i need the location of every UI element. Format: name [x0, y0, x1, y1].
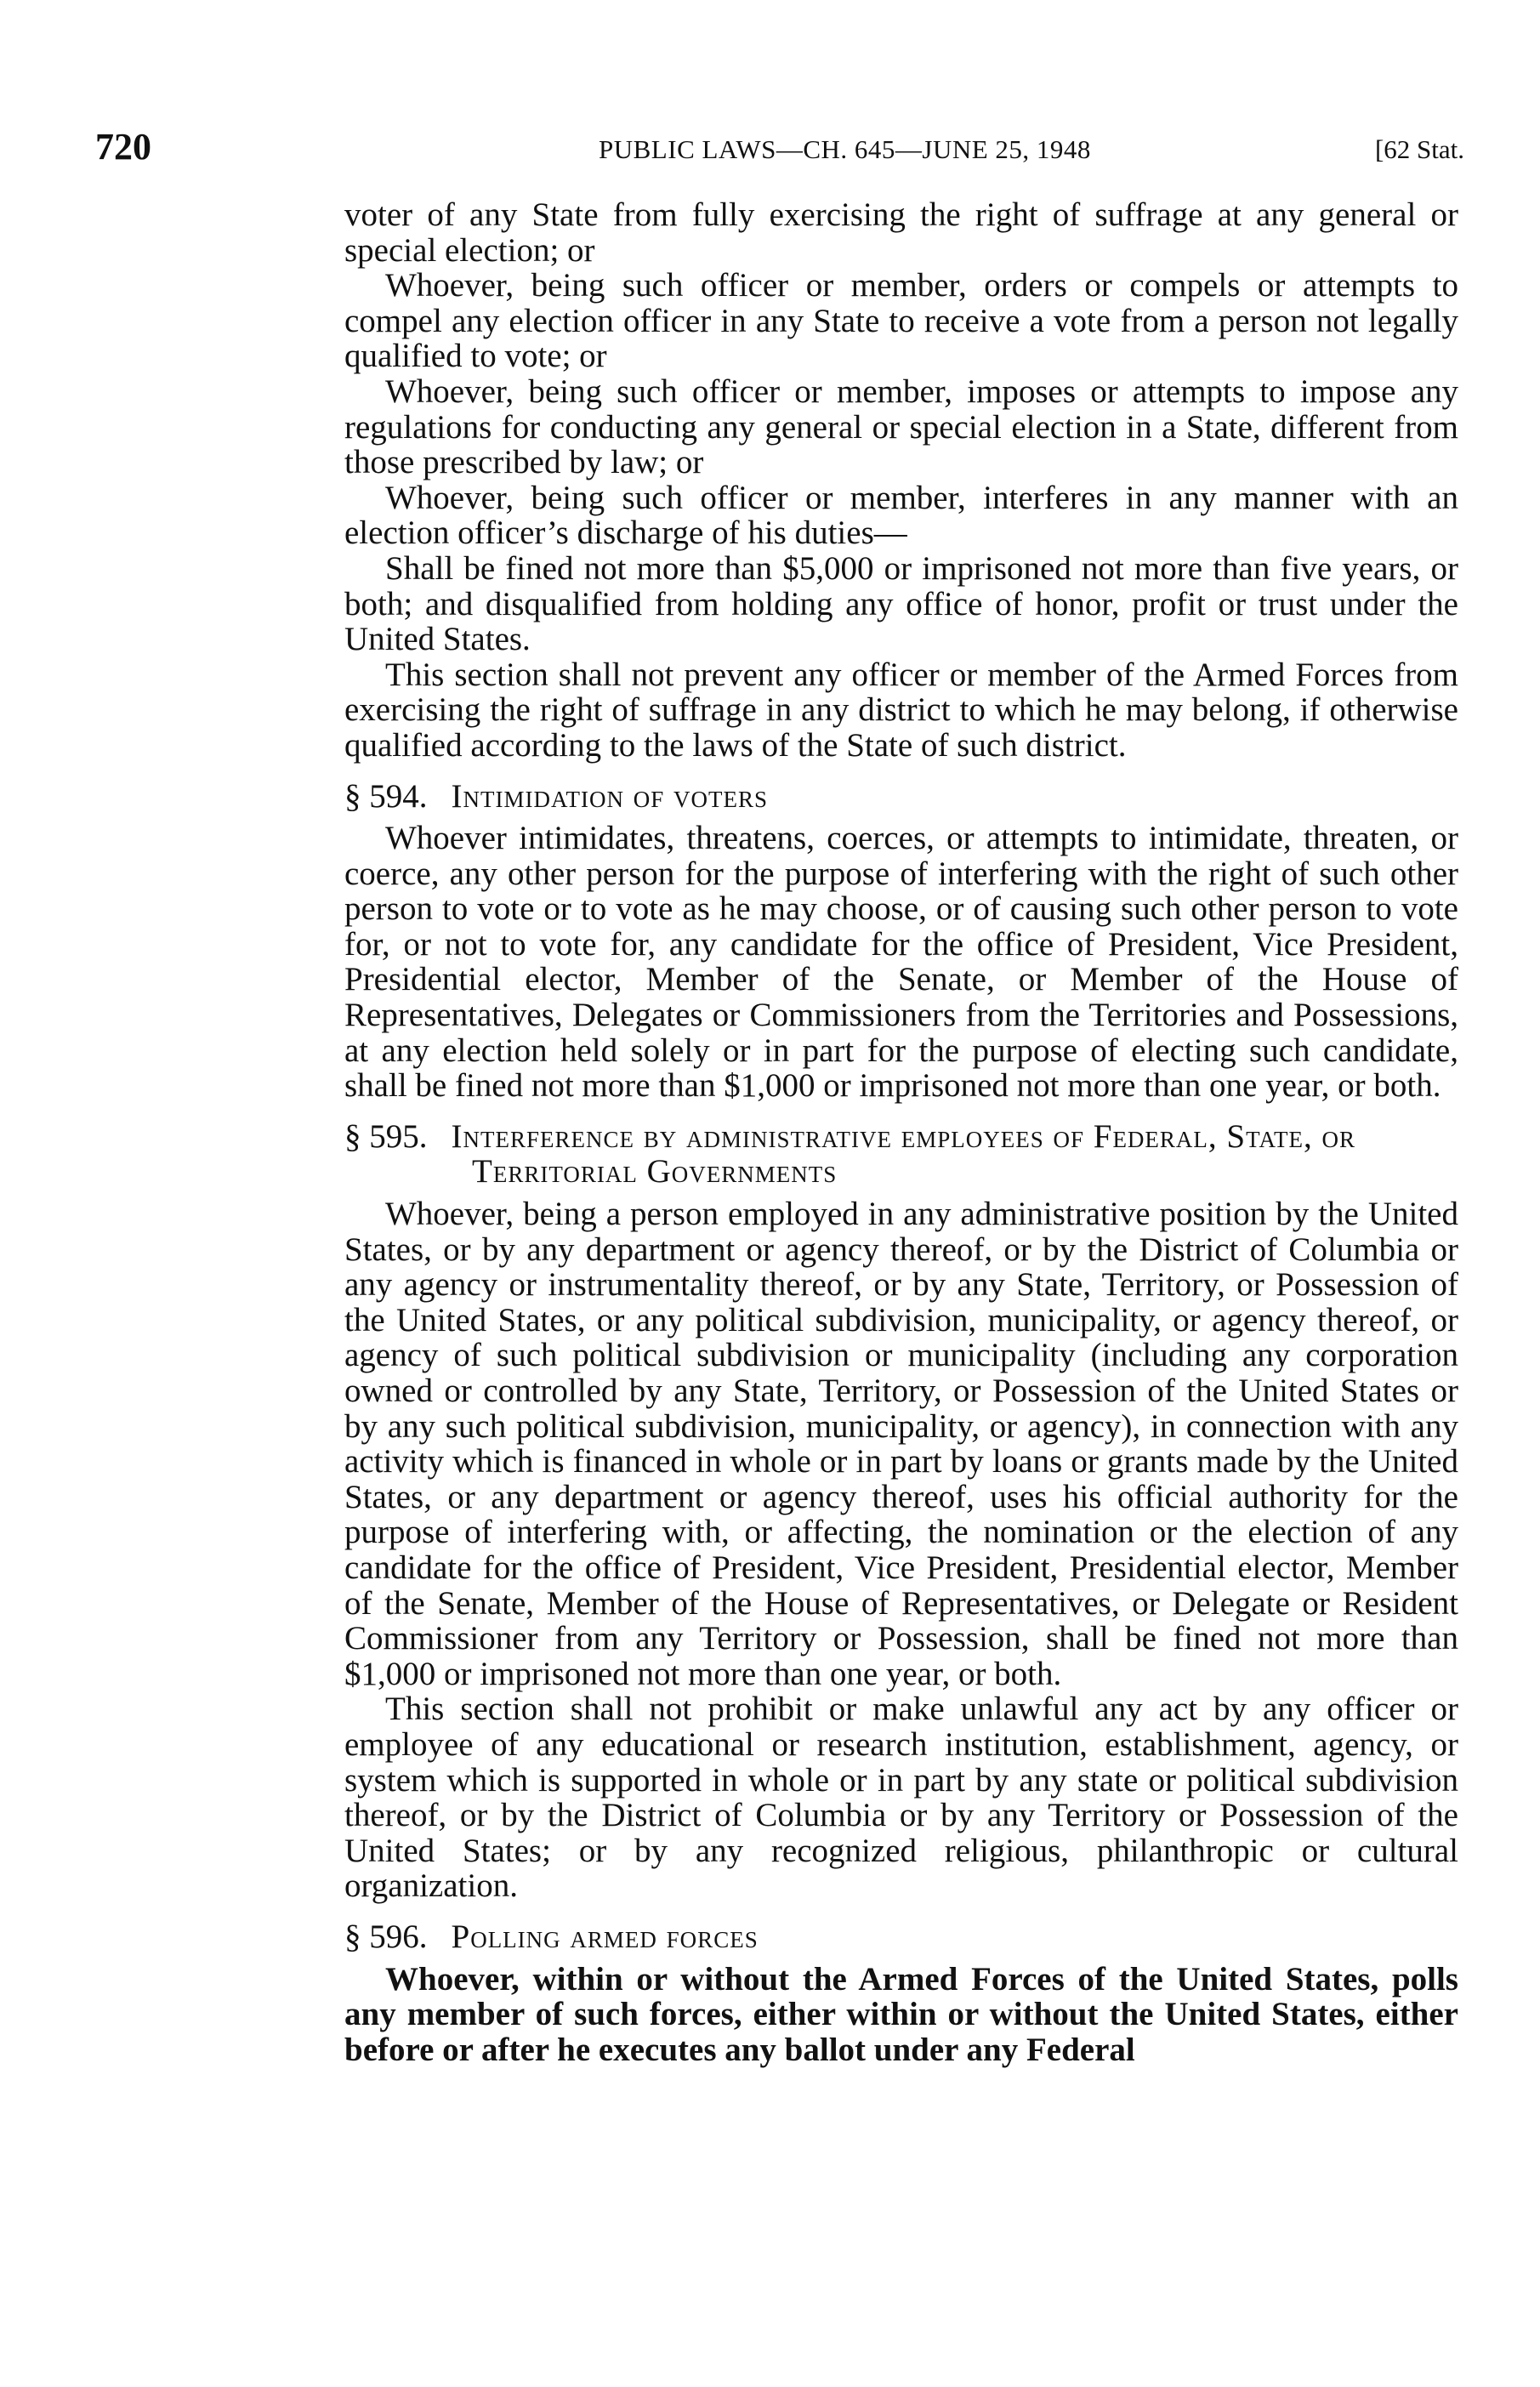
- body-paragraph: Whoever, within or without the Armed Forces of the United States, polls any member of such forces, either within or without the United States, either before or after he executes any ballot under any Federal: [344, 1960, 1458, 2068]
- section-heading-594: [344, 779, 1458, 815]
- volume-reference: [62 Stat.: [1374, 134, 1464, 164]
- page-body: [344, 197, 1458, 2067]
- body-paragraph: Whoever, being a person employed in any administrative position by the United States, or by any department or agency thereof, or by the District of Columbia or any agency or instrumentality thereof, or by any State, Territory, or Possession of the United States, or any political subdivision, municipality, or agency thereof, or agency of such political subdivision or municipality (including any corporation owned or controlled by any State, Territory, or Possession of the United States or by any such political subdivision, municipality, or agency), in connection with any activity which is financed in whole or in part by loans or grants made by the United States, or any department or agency thereof, uses his official authority for the purpose of interfering with, or affecting, the nomination or the election of any candidate for the office of President, Vice President, Presidential elector, Member of the Senate, Member of the House of Representatives, or Delegate or Resident Commissioner from any Territory or Possession, shall be fined not more than $1,000 or imprisoned not more than one year, or both.: [344, 1196, 1458, 1692]
- body-paragraph: Shall be fined not more than $5,000 or imprisoned not more than five years, or both; and disqualified from holding any office of honor, profit or trust under the United States.: [344, 549, 1458, 658]
- page-header: [95, 126, 1464, 168]
- body-paragraph: This section shall not prevent any officer or member of the Armed Forces from exercising the right of suffrage in any district to which he may belong, if otherwise qualified according to the laws of the State of such district.: [344, 656, 1458, 764]
- section-title: Polling armed forces: [451, 1918, 759, 1955]
- section-number: § 595.: [344, 1117, 428, 1155]
- section-number: § 596.: [344, 1918, 428, 1955]
- page-number: 720: [95, 126, 151, 168]
- body-paragraph: Whoever intimidates, threatens, coerces, or attempts to intimidate, threaten, or coerce, any other person for the purpose of interfering with the right of such other person to vote or to vote as he may choose, or of causing such other person to vote for, or not to vote for, any candidate for the office of President, Vice President, Presidential elector, Member of the Senate, or Member of the House of Representatives, Delegates or Commissioners from the Territories and Possessions, at any election held solely or in part for the purpose of electing such candidate, shall be fined not more than $1,000 or imprisoned not more than one year, or both.: [344, 820, 1458, 1105]
- section-title: Interference by administrative employees of Federal, State, or Territorial Governments: [451, 1117, 1355, 1191]
- section-heading-596: [344, 1919, 1458, 1955]
- body-paragraph: Whoever, being such officer or member, interferes in any manner with an election officer’s discharge of his duties—: [344, 479, 1458, 552]
- body-paragraph: voter of any State from fully exercising the right of suffrage at any general or special election; or: [344, 196, 1458, 269]
- body-paragraph: Whoever, being such officer or member, imposes or attempts to impose any regulations for conducting any general or special election in a State, different from those prescribed by law; or: [344, 372, 1458, 481]
- section-title: Intimidation of voters: [451, 777, 768, 815]
- section-heading-595: [344, 1119, 1458, 1190]
- body-paragraph: Whoever, being such officer or member, orders or compels or attempts to compel any election officer in any State to receive a vote from a person not legally qualified to vote; or: [344, 267, 1458, 375]
- section-number: § 594.: [344, 777, 428, 815]
- running-head: PUBLIC LAWS—CH. 645—JUNE 25, 1948: [599, 134, 1091, 164]
- body-paragraph: This section shall not prohibit or make unlawful any act by any officer or employee of any educational or research institution, establishment, agency, or system which is supported in whole or in part by any state or political subdivision thereof, or by the District of Columbia or by any Territory or Possession of the United States; or by any recognized religious, philanthropic or cultural organization.: [344, 1691, 1458, 1905]
